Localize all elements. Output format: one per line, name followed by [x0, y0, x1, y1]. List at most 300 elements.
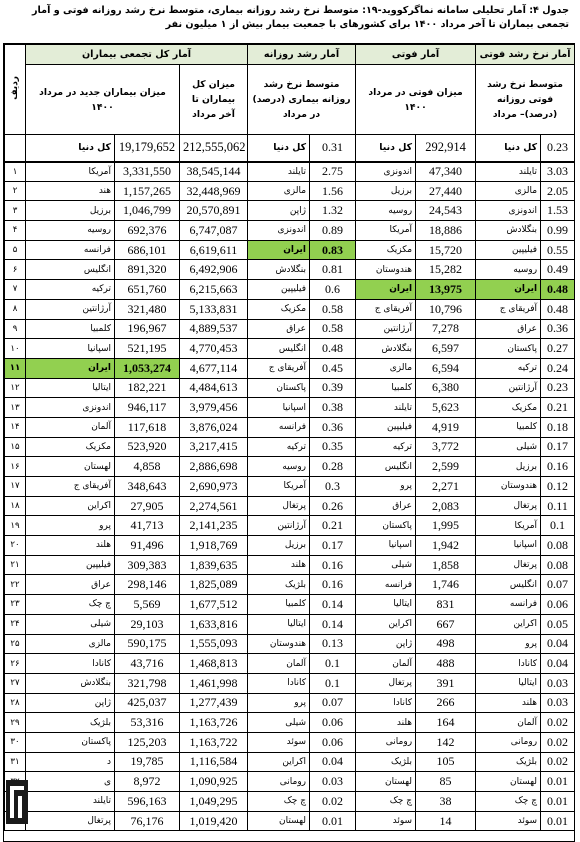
deaths-country-cell: ژاپن [356, 634, 416, 654]
deaths-value-cell: 2,599 [416, 457, 476, 477]
new-patients-cell: 946,117 [115, 398, 180, 418]
deaths-value-cell: 24,543 [416, 201, 476, 221]
country-cell: بنگلادش [26, 673, 115, 693]
death-growth-country-cell: ترکیه [476, 358, 541, 378]
rank-cell: ۱۵ [5, 437, 26, 457]
patients-growth-country-cell: ترکیه [248, 437, 310, 457]
table-row [5, 575, 575, 595]
patients-growth-value-cell: 0.14 [310, 614, 356, 634]
death-growth-country-cell: ایتالیا [476, 673, 541, 693]
patients-growth-country-cell: عراق [248, 319, 310, 339]
patients-growth-value-cell: 0.38 [310, 398, 356, 418]
patients-growth-value-cell: 1.56 [310, 181, 356, 201]
table-row [5, 772, 575, 792]
death-growth-value-cell: 0.12 [541, 477, 575, 497]
country-cell: چ چک [26, 595, 115, 615]
new-patients-cell: 321,480 [115, 299, 180, 319]
patients-growth-country-cell: آلمان [248, 654, 310, 674]
death-growth-country-cell: آرژانتین [476, 378, 541, 398]
rank-cell: ۱۴ [5, 417, 26, 437]
patients-growth-value-cell: 0.3 [310, 477, 356, 497]
country-cell: مالزی [26, 634, 115, 654]
new-patients-cell: 3,331,550 [115, 162, 180, 182]
death-growth-country-cell: آمریکا [476, 516, 541, 536]
death-growth-country-cell: مالزی [476, 181, 541, 201]
table-row [5, 536, 575, 556]
country-cell: آفریقای ج [26, 477, 115, 497]
country-cell: آمریکا [26, 162, 115, 182]
deaths-value-cell: 7,278 [416, 319, 476, 339]
deaths-country-cell: بلژیک [356, 752, 416, 772]
death-growth-country-cell: کانادا [476, 654, 541, 674]
country-cell: اندونزی [26, 398, 115, 418]
deaths-country-cell: ایتالیا [356, 595, 416, 615]
patients-growth-value-cell: 0.16 [310, 575, 356, 595]
table-row [5, 398, 575, 418]
rank-cell: ۲۱ [5, 555, 26, 575]
deaths-value-cell: 667 [416, 614, 476, 634]
stats-table-frame [3, 43, 575, 842]
header-deaths: میزان فوتی در مرداد ۱۴۰۰ [356, 65, 476, 135]
death-growth-value-cell: 0.03 [541, 693, 575, 713]
death-growth-value-cell: 0.01 [541, 792, 575, 812]
patients-growth-value-cell: 0.26 [310, 496, 356, 516]
death-growth-country-cell: تایلند [476, 162, 541, 182]
total-patients-cell: 6,747,087 [180, 221, 248, 241]
table-row [5, 162, 575, 182]
patients-growth-value-cell: 0.07 [310, 693, 356, 713]
patients-growth-country-cell: ژاپن [248, 201, 310, 221]
death-growth-country-cell: هلند [476, 693, 541, 713]
deaths-country-cell: هندوستان [356, 260, 416, 280]
deaths-value-cell: 164 [416, 713, 476, 733]
table-row [5, 732, 575, 752]
deaths-value-cell: 6,380 [416, 378, 476, 398]
table-row [5, 792, 575, 812]
new-patients-cell: 596,163 [115, 792, 180, 812]
deaths-country-cell: انگلیس [356, 457, 416, 477]
group-deaths: آمار فوتی [356, 45, 476, 65]
patients-growth-value-cell: 0.58 [310, 319, 356, 339]
death-growth-value-cell: 0.23 [541, 378, 575, 398]
deaths-country-cell: آلمان [356, 654, 416, 674]
patients-growth-value-cell: 0.02 [310, 792, 356, 812]
table-row [5, 477, 575, 497]
total-patients-cell: 1,461,998 [180, 673, 248, 693]
patients-growth-value-cell: 0.13 [310, 634, 356, 654]
summary-pg-label: کل دنیا [248, 135, 310, 162]
new-patients-cell: 41,713 [115, 516, 180, 536]
table-row [5, 240, 575, 260]
deaths-country-cell: ترکیه [356, 437, 416, 457]
death-growth-country-cell: عراق [476, 319, 541, 339]
total-patients-cell: 2,141,235 [180, 516, 248, 536]
death-growth-value-cell: 0.01 [541, 772, 575, 792]
deaths-value-cell: 38 [416, 792, 476, 812]
death-growth-country-cell: چ چک [476, 792, 541, 812]
deaths-country-cell: فیلیپین [356, 417, 416, 437]
rank-cell: ۱ [5, 162, 26, 182]
total-patients-cell: 1,555,093 [180, 634, 248, 654]
patients-growth-country-cell: شیلی [248, 713, 310, 733]
new-patients-cell: 196,967 [115, 319, 180, 339]
patients-growth-country-cell: انگلیس [248, 339, 310, 359]
total-patients-cell: 6,215,663 [180, 280, 248, 300]
patients-growth-value-cell: 0.36 [310, 417, 356, 437]
patients-growth-country-cell: هلند [248, 555, 310, 575]
death-growth-country-cell: شیلی [476, 437, 541, 457]
table-row [5, 417, 575, 437]
deaths-country-cell: بنگلادش [356, 339, 416, 359]
summary-total: 212,555,062 [180, 135, 248, 162]
table-row [5, 181, 575, 201]
patients-growth-country-cell: چ چک [248, 792, 310, 812]
death-growth-country-cell: ایران [476, 280, 541, 300]
group-death-growth: آمار نرخ رشد فوتی [476, 45, 575, 65]
total-patients-cell: 1,277,439 [180, 693, 248, 713]
patients-growth-country-cell: فرانسه [248, 417, 310, 437]
deaths-value-cell: 1,858 [416, 555, 476, 575]
death-growth-value-cell: 0.01 [541, 811, 575, 831]
patients-growth-value-cell: 0.35 [310, 437, 356, 457]
total-patients-cell: 1,839,635 [180, 555, 248, 575]
deaths-value-cell: 6,594 [416, 358, 476, 378]
deaths-value-cell: 488 [416, 654, 476, 674]
deaths-country-cell: فرانسه [356, 575, 416, 595]
total-patients-cell: 1,019,420 [180, 811, 248, 831]
deaths-value-cell: 142 [416, 732, 476, 752]
summary-row [5, 135, 575, 162]
total-patients-cell: 4,770,453 [180, 339, 248, 359]
country-cell: عراق [26, 575, 115, 595]
rank-cell: ۲۲ [5, 575, 26, 595]
patients-growth-country-cell: آرژانتین [248, 516, 310, 536]
table-row [5, 516, 575, 536]
table-row [5, 693, 575, 713]
new-patients-cell: 348,643 [115, 477, 180, 497]
death-growth-country-cell: آلمان [476, 713, 541, 733]
table-row [5, 457, 575, 477]
new-patients-cell: 309,383 [115, 555, 180, 575]
deaths-country-cell: آمریکا [356, 221, 416, 241]
rank-cell: ۳۰ [5, 732, 26, 752]
deaths-value-cell: 498 [416, 634, 476, 654]
patients-growth-value-cell: 0.1 [310, 673, 356, 693]
total-patients-cell: 2,690,973 [180, 477, 248, 497]
deaths-country-cell: چ چک [356, 792, 416, 812]
new-patients-cell: 298,146 [115, 575, 180, 595]
death-growth-country-cell: پرتغال [476, 496, 541, 516]
new-patients-cell: 692,376 [115, 221, 180, 241]
group-cumulative: آمار کل تجمعی بیماران [26, 45, 248, 65]
summary-label: کل دنیا [26, 135, 115, 162]
death-growth-value-cell: 0.02 [541, 732, 575, 752]
deaths-country-cell: کلمبیا [356, 378, 416, 398]
patients-growth-country-cell: اندونزی [248, 221, 310, 241]
country-cell: فیلیپین [26, 555, 115, 575]
new-patients-cell: 43,716 [115, 654, 180, 674]
total-patients-cell: 2,886,698 [180, 457, 248, 477]
patients-growth-country-cell: اسپانیا [248, 398, 310, 418]
patients-growth-country-cell: کانادا [248, 673, 310, 693]
total-patients-cell: 32,448,969 [180, 181, 248, 201]
summary-rank [5, 135, 26, 162]
new-patients-cell: 1,053,274 [115, 358, 180, 378]
patients-growth-value-cell: 0.58 [310, 299, 356, 319]
new-patients-cell: 76,176 [115, 811, 180, 831]
table-row [5, 358, 575, 378]
death-growth-country-cell: فیلیپین [476, 240, 541, 260]
table-row [5, 280, 575, 300]
rank-cell: ۱۷ [5, 477, 26, 497]
deaths-country-cell: ایران [356, 280, 416, 300]
death-growth-value-cell: 0.17 [541, 437, 575, 457]
death-growth-country-cell: رومانی [476, 732, 541, 752]
deaths-country-cell: هلند [356, 713, 416, 733]
total-patients-cell: 3,217,415 [180, 437, 248, 457]
country-cell: هند [26, 181, 115, 201]
death-growth-country-cell: لهستان [476, 772, 541, 792]
total-patients-cell: 20,570,891 [180, 201, 248, 221]
deaths-value-cell: 10,796 [416, 299, 476, 319]
patients-growth-value-cell: 0.89 [310, 221, 356, 241]
new-patients-cell: 523,920 [115, 437, 180, 457]
patients-growth-country-cell: پرتغال [248, 496, 310, 516]
deaths-value-cell: 2,083 [416, 496, 476, 516]
death-growth-country-cell: هندوستان [476, 477, 541, 497]
new-patients-cell: 117,618 [115, 417, 180, 437]
stats-table [4, 44, 575, 831]
death-growth-value-cell: 0.11 [541, 496, 575, 516]
patients-growth-country-cell: آمریکا [248, 477, 310, 497]
death-growth-value-cell: 0.1 [541, 516, 575, 536]
total-patients-cell: 1,116,584 [180, 752, 248, 772]
patients-growth-country-cell: کلمبیا [248, 595, 310, 615]
rank-cell: ۱۸ [5, 496, 26, 516]
patients-growth-country-cell: سوئد [248, 732, 310, 752]
deaths-country-cell: لهستان [356, 772, 416, 792]
death-growth-value-cell: 0.02 [541, 752, 575, 772]
total-patients-cell: 1,163,726 [180, 713, 248, 733]
death-growth-value-cell: 2.05 [541, 181, 575, 201]
patients-growth-value-cell: 0.04 [310, 752, 356, 772]
death-growth-value-cell: 0.48 [541, 299, 575, 319]
deaths-value-cell: 13,975 [416, 280, 476, 300]
death-growth-value-cell: 0.48 [541, 280, 575, 300]
new-patients-cell: 125,203 [115, 732, 180, 752]
death-growth-value-cell: 0.18 [541, 417, 575, 437]
death-growth-value-cell: 0.04 [541, 634, 575, 654]
country-cell: تایلند [26, 792, 115, 812]
country-cell: شیلی [26, 614, 115, 634]
death-growth-value-cell: 0.99 [541, 221, 575, 241]
new-patients-cell: 590,175 [115, 634, 180, 654]
patients-growth-value-cell: 2.75 [310, 162, 356, 182]
death-growth-country-cell: اندونزی [476, 201, 541, 221]
death-growth-value-cell: 0.06 [541, 595, 575, 615]
table-row [5, 654, 575, 674]
rank-cell: ۲۴ [5, 614, 26, 634]
death-growth-value-cell: 0.24 [541, 358, 575, 378]
rank-cell: ۴ [5, 221, 26, 241]
death-growth-value-cell: 3.03 [541, 162, 575, 182]
new-patients-cell: 1,046,799 [115, 201, 180, 221]
deaths-value-cell: 85 [416, 772, 476, 792]
summary-growth-value: 0.23 [541, 135, 575, 162]
country-cell: ژاپن [26, 693, 115, 713]
total-patients-cell: 38,545,144 [180, 162, 248, 182]
new-patients-cell: 4,858 [115, 457, 180, 477]
country-cell: ایران [26, 358, 115, 378]
new-patients-cell: 91,496 [115, 536, 180, 556]
patients-growth-country-cell: پاکستان [248, 378, 310, 398]
death-growth-value-cell: 0.49 [541, 260, 575, 280]
patients-growth-country-cell: ایران [248, 240, 310, 260]
new-patients-cell: 8,972 [115, 772, 180, 792]
patients-growth-country-cell: اکراین [248, 752, 310, 772]
death-growth-country-cell: اکراین [476, 614, 541, 634]
table-row [5, 811, 575, 831]
deaths-country-cell: اندونزی [356, 162, 416, 182]
total-patients-cell: 2,274,561 [180, 496, 248, 516]
total-patients-cell: 1,825,089 [180, 575, 248, 595]
table-caption: جدول ۴: آمار تحلیلی سامانه نماگرکووید-۱۹: متوسط نرخ رشد روزانه بیماری، متوسط نرخ رشد روزانه فوتی و آمار تجمعی بیماران تا آخر مرداد ۱۴۰۰ برای کشورهای با جمعیت بیمار بیش از ۱ میلیون نفر [32, 5, 569, 30]
table-row [5, 496, 575, 516]
summary-pg-value: 0.31 [310, 135, 356, 162]
total-patients-cell: 4,889,537 [180, 319, 248, 339]
death-growth-country-cell: سوئد [476, 811, 541, 831]
patients-growth-country-cell: بنگلادش [248, 260, 310, 280]
table-row [5, 339, 575, 359]
death-growth-value-cell: 0.08 [541, 555, 575, 575]
rank-cell: ۲۵ [5, 634, 26, 654]
death-growth-country-cell: برزیل [476, 457, 541, 477]
patients-growth-value-cell: 0.48 [310, 339, 356, 359]
rank-cell: ۲۸ [5, 693, 26, 713]
total-patients-cell: 1,677,512 [180, 595, 248, 615]
rank-header: ردیف [5, 45, 26, 135]
patients-growth-country-cell: ایتالیا [248, 614, 310, 634]
death-growth-country-cell: بلژیک [476, 752, 541, 772]
patients-growth-value-cell: 0.16 [310, 555, 356, 575]
patients-growth-value-cell: 0.01 [310, 811, 356, 831]
death-growth-country-cell: آفریقای ج [476, 299, 541, 319]
deaths-value-cell: 3,772 [416, 437, 476, 457]
patients-growth-value-cell: 0.06 [310, 732, 356, 752]
new-patients-cell: 651,760 [115, 280, 180, 300]
total-patients-cell: 1,468,813 [180, 654, 248, 674]
deaths-country-cell: برزیل [356, 181, 416, 201]
new-patients-cell: 27,905 [115, 496, 180, 516]
deaths-value-cell: 15,720 [416, 240, 476, 260]
rank-cell: ۱۲ [5, 378, 26, 398]
deaths-country-cell: روسیه [356, 201, 416, 221]
death-growth-value-cell: 0.02 [541, 713, 575, 733]
death-growth-value-cell: 0.21 [541, 398, 575, 418]
patients-growth-value-cell: 0.17 [310, 536, 356, 556]
table-row [5, 752, 575, 772]
country-cell: اکراین [26, 496, 115, 516]
patients-growth-value-cell: 0.1 [310, 654, 356, 674]
new-patients-cell: 53,316 [115, 713, 180, 733]
summary-deaths-value: 292,914 [416, 135, 476, 162]
patients-growth-country-cell: برزیل [248, 536, 310, 556]
death-growth-country-cell: بنگلادش [476, 221, 541, 241]
rank-cell: ۳ [5, 201, 26, 221]
patients-growth-value-cell: 0.83 [310, 240, 356, 260]
deaths-value-cell: 1,746 [416, 575, 476, 595]
patients-growth-value-cell: 0.39 [310, 378, 356, 398]
deaths-value-cell: 18,886 [416, 221, 476, 241]
death-growth-country-cell: پرو [476, 634, 541, 654]
new-patients-cell: 686,101 [115, 240, 180, 260]
death-growth-value-cell: 0.36 [541, 319, 575, 339]
deaths-country-cell: سوئد [356, 811, 416, 831]
new-patients-cell: 321,798 [115, 673, 180, 693]
total-patients-cell: 3,979,456 [180, 398, 248, 418]
deaths-value-cell: 5,623 [416, 398, 476, 418]
patients-growth-country-cell: پرو [248, 693, 310, 713]
patients-growth-country-cell: آفریقای ج [248, 358, 310, 378]
deaths-country-cell: پرو [356, 477, 416, 497]
country-cell: آرژانتین [26, 299, 115, 319]
logo-watermark-icon [4, 776, 30, 828]
deaths-value-cell: 14 [416, 811, 476, 831]
deaths-value-cell: 2,271 [416, 477, 476, 497]
patients-growth-country-cell: بلژیک [248, 575, 310, 595]
total-patients-cell: 1,163,722 [180, 732, 248, 752]
deaths-value-cell: 831 [416, 595, 476, 615]
header-death-growth: متوسط نرخ رشد فوتی روزانه (درصد)– مرداد [476, 65, 575, 135]
deaths-value-cell: 266 [416, 693, 476, 713]
table-row [5, 595, 575, 615]
header-patients-growth: متوسط نرخ رشد روزانه بیماری (درصد) در مرداد [248, 65, 356, 135]
country-cell: آلمان [26, 417, 115, 437]
deaths-country-cell: تایلند [356, 398, 416, 418]
patients-growth-country-cell: هندوستان [248, 634, 310, 654]
deaths-country-cell: شیلی [356, 555, 416, 575]
death-growth-value-cell: 1.53 [541, 201, 575, 221]
total-patients-cell: 1,918,769 [180, 536, 248, 556]
country-cell: روسیه [26, 221, 115, 241]
rank-cell: ۱۰ [5, 339, 26, 359]
table-row [5, 555, 575, 575]
table-body [5, 135, 575, 831]
table-row [5, 634, 575, 654]
new-patients-cell: 1,157,265 [115, 181, 180, 201]
new-patients-cell: 19,785 [115, 752, 180, 772]
patients-growth-country-cell: رومانی [248, 772, 310, 792]
total-patients-cell: 6,619,611 [180, 240, 248, 260]
total-patients-cell: 1,049,295 [180, 792, 248, 812]
patients-growth-value-cell: 0.45 [310, 358, 356, 378]
new-patients-cell: 29,103 [115, 614, 180, 634]
patients-growth-country-cell: لهستان [248, 811, 310, 831]
death-growth-value-cell: 0.08 [541, 536, 575, 556]
total-patients-cell: 6,492,906 [180, 260, 248, 280]
patients-growth-country-cell: مکزیک [248, 299, 310, 319]
deaths-country-cell: اکراین [356, 614, 416, 634]
patients-growth-value-cell: 0.21 [310, 516, 356, 536]
rank-cell: ۲۶ [5, 654, 26, 674]
country-cell: ی [26, 772, 115, 792]
death-growth-value-cell: 0.27 [541, 339, 575, 359]
country-cell: پاکستان [26, 732, 115, 752]
death-growth-value-cell: 0.16 [541, 457, 575, 477]
rank-cell: ۱۱ [5, 358, 26, 378]
deaths-value-cell: 27,440 [416, 181, 476, 201]
rank-cell: ۹ [5, 319, 26, 339]
